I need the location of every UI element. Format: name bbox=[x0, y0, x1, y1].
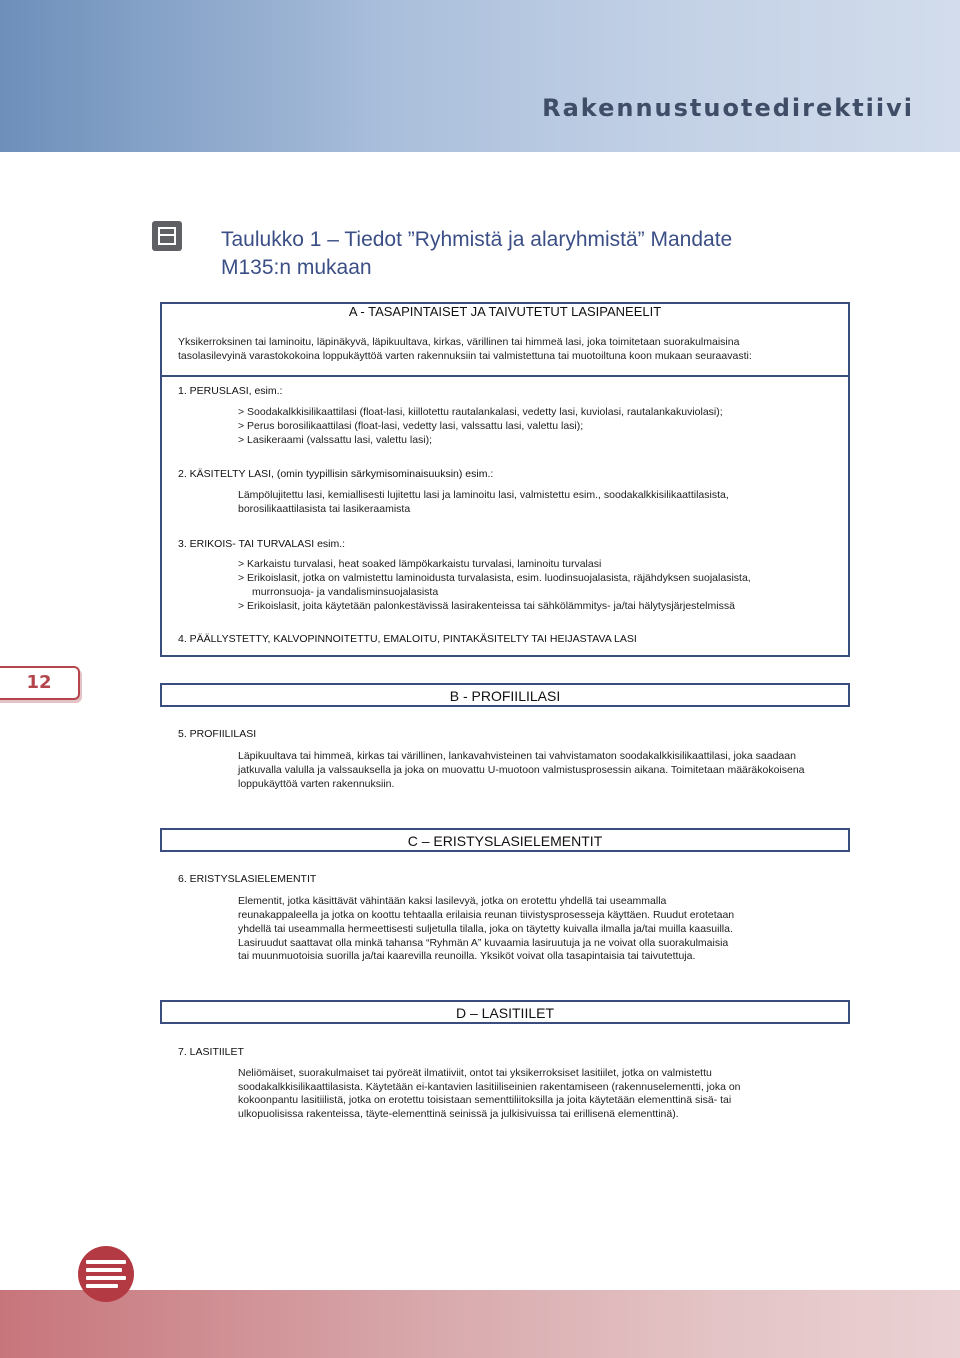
document-title-line-1: Taulukko 1 – Tiedot ”Ryhmistä ja alaryhmistä” Mandate bbox=[221, 228, 733, 251]
item-4-title: 4. PÄÄLLYSTETTY, KALVOPINNOITETTU, EMALOITU, PINTAKÄSITELTY TAI HEIJASTAVA LASI bbox=[178, 633, 637, 645]
document-title bbox=[221, 226, 841, 282]
header-title: Rakennustuotedirektiivi bbox=[542, 94, 914, 122]
item-7-title: 7. LASITIILET bbox=[178, 1046, 244, 1058]
item-6-line: reunakappaleella ja jotka on koottu tehtaalla erilaisia reunan tiivistysprosesseja käyttäen. Ruudut erotetaan bbox=[238, 909, 735, 921]
item-3-line: > Karkaistu turvalasi, heat soaked lämpökarkaistu turvalasi, laminoitu turvalasi bbox=[238, 558, 602, 570]
item-7-line: Neliömäiset, suorakulmaiset tai pyöreät ilmatiiviit, ontot tai yksikerroksiset lasitiilet, jotka on valmistettu bbox=[238, 1067, 712, 1079]
item-7-line: kokoonpantu lasitiilistä, jotka on erotettu toisistaan sementtiliitoksilla ja joita käytetään elementtinä sisä- tai bbox=[238, 1094, 732, 1106]
section-c-header: C – ERISTYSLASIELEMENTIT bbox=[160, 828, 850, 852]
item-1-line: > Perus borosilikaattilasi (float-lasi, vedetty lasi, valssattu lasi, valettu lasi); bbox=[238, 420, 584, 432]
item-3-line: > Erikoislasit, joita käytetään palonkestävissä lasirakenteissa tai sähkölämmitys- ja/tai hälytysjärjestelmissä bbox=[238, 600, 735, 612]
item-3-title: 3. ERIKOIS- TAI TURVALASI esim.: bbox=[178, 538, 346, 550]
item-6-line: yhdellä tai useammalla hermeettisesti suljetulla tilalla, joka on täytetty kuivalla ilmalla ja/tai muilla kaasuilla. bbox=[238, 923, 733, 935]
item-5-line: jatkuvalla valulla ja valssauksella ja joka on muovattu U-muotoon valmistusprosessin aikana. Toimitetaan määräkokoisena bbox=[238, 764, 805, 776]
item-2-line: Lämpölujitettu lasi, kemiallisesti lujitettu lasi ja laminoitu lasi, valmistettu esim., soodakalkkisilikaattilasista, bbox=[238, 489, 729, 501]
item-2-line: borosilikaattilasista tai lasikeraamista bbox=[238, 503, 411, 515]
footer-band bbox=[0, 1290, 960, 1358]
logo-icon bbox=[78, 1246, 134, 1302]
item-1-title: 1. PERUSLASI, esim.: bbox=[178, 385, 283, 397]
table-icon bbox=[152, 221, 182, 251]
section-d-header: D – LASITIILET bbox=[160, 1000, 850, 1024]
section-a-intro-1: Yksikerroksinen tai laminoitu, läpinäkyvä, läpikuultava, kirkas, värillinen tai himmeä lasi, joka toimitetaan suorakulmaisina bbox=[178, 336, 740, 348]
item-7-line: soodakalkkisilikaattilasista. Käytetään ei-kantavien lasitiiliseinien rakentamiseen (rakennuselementti, joka on bbox=[238, 1081, 741, 1093]
item-1-line: > Lasikeraami (valssattu lasi, valettu lasi); bbox=[238, 434, 433, 446]
item-2-title: 2. KÄSITELTY LASI, (omin tyypillisin särkymisominaisuuksin) esim.: bbox=[178, 468, 494, 480]
item-6-line: tai muunmuotoisia suorilla ja/tai kaarevilla reunoilla. Yksiköt voivat olla tasapintaisia tai taivutettuja. bbox=[238, 950, 696, 962]
item-5-line: Läpikuultava tai himmeä, kirkas tai värillinen, lankavahvisteinen tai vahvistamaton soodakalkkisilikaattilasi, joka saadaan bbox=[238, 750, 796, 762]
item-3-line: murronsuoja- ja vandalisminsuojalasista bbox=[252, 586, 439, 598]
section-a-intro-2: tasolasilevyinä varastokokoina loppukäyttöä varten rakennuksiin tai valmistettuna tai muotoiltuna koon mukaan seuraavasti: bbox=[178, 350, 752, 362]
item-6-line: Lasiruudut saattavat olla minkä tahansa “Ryhmän A” kuvaamia lasiruutuja ja ne voivat olla suorakulmaisia bbox=[238, 937, 729, 949]
item-1-line: > Soodakalkkisilikaattilasi (float-lasi, kiillotettu rautalankalasi, vedetty lasi, kuviolasi, rautalankakuviolasi); bbox=[238, 406, 723, 418]
item-5-line: loppukäyttöä varten rakennuksiin. bbox=[238, 778, 395, 790]
item-5-title: 5. PROFIILILASI bbox=[178, 728, 257, 740]
item-3-line: > Erikoislasit, jotka on valmistettu laminoidusta turvalasista, esim. luodinsuojalasista, räjähdyksen suojalasista, bbox=[238, 572, 751, 584]
document-title-line-2: M135:n mukaan bbox=[221, 256, 372, 279]
item-7-line: ulkopuolisissa rakenteissa, täyte-elementtinä seinissä ja julkisivuissa tai erillisenä elementtinä). bbox=[238, 1108, 679, 1120]
item-6-line: Elementit, jotka käsittävät vähintään kaksi lasilevyä, jotka on erotettu yhdellä tai useammalla bbox=[238, 895, 667, 907]
section-a-header: A - TASAPINTAISET JA TAIVUTETUT LASIPANEELIT bbox=[162, 304, 848, 324]
page-number: 12 bbox=[0, 666, 80, 700]
header-band bbox=[0, 0, 960, 152]
section-b-header: B - PROFIILILASI bbox=[160, 683, 850, 707]
item-6-title: 6. ERISTYSLASIELEMENTIT bbox=[178, 873, 317, 885]
